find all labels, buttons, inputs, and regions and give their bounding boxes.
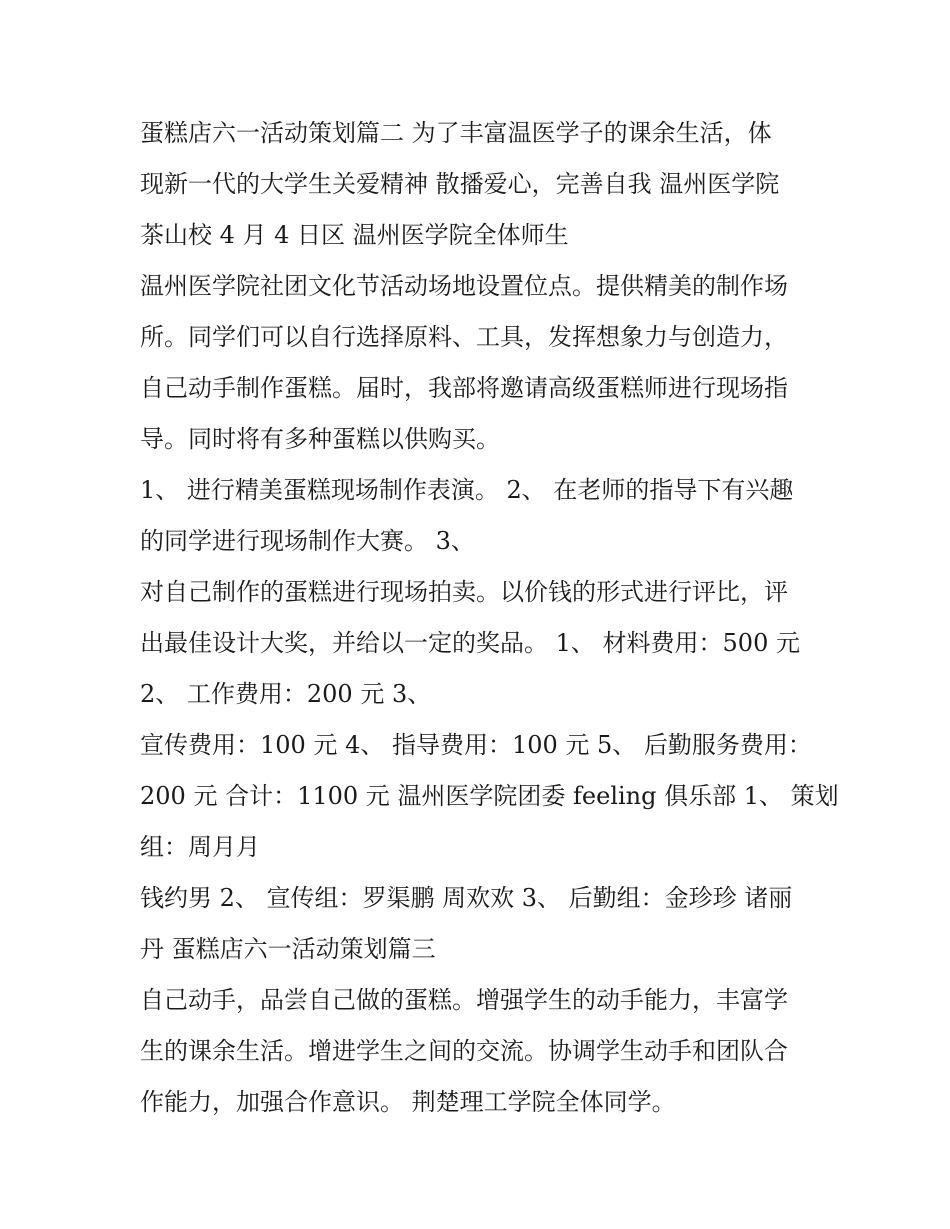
text-line: 茶山校 4 月 4 日区 温州医学院全体师生 xyxy=(140,221,569,249)
text-line: 对自己制作的蛋糕进行现场拍卖。以价钱的形式进行评比，评 xyxy=(140,578,788,606)
text-line: 现新一代的大学生关爱精神 散播爱心，完善自我 温州医学院 xyxy=(140,170,780,198)
text-line: 出最佳设计大奖，并给以一定的奖品。 1、 材料费用：500 元 xyxy=(140,629,800,657)
document-body xyxy=(140,108,839,1128)
text-line: 丹 蛋糕店六一活动策划篇三 xyxy=(140,935,436,963)
text-line: 组：周月月 xyxy=(140,833,260,861)
text-line: 温州医学院社团文化节活动场地设置位点。提供精美的制作场 xyxy=(140,272,788,300)
text-line: 自己动手制作蛋糕。届时，我部将邀请高级蛋糕师进行现场指 xyxy=(140,374,788,402)
text-line: 作能力，加强合作意识。 荆楚理工学院全体同学。 xyxy=(140,1088,676,1116)
text-line: 的同学进行现场制作大赛。 3、 xyxy=(140,527,475,555)
text-line: 200 元 合计：1100 元 温州医学院团委 feeling 俱乐部 1、 策划 xyxy=(140,782,839,810)
text-line: 宣传费用：100 元 4、 指导费用：100 元 5、 后勤服务费用： xyxy=(140,731,812,759)
text-line: 自己动手，品尝自己做的蛋糕。增强学生的动手能力，丰富学 xyxy=(140,986,788,1014)
text-line: 所。同学们可以自行选择原料、工具，发挥想象力与创造力， xyxy=(140,323,788,351)
text-line: 1、 进行精美蛋糕现场制作表演。 2、 在老师的指导下有兴趣 xyxy=(140,476,794,504)
text-line: 生的课余生活。增进学生之间的交流。协调学生动手和团队合 xyxy=(140,1037,788,1065)
text-line: 导。同时将有多种蛋糕以供购买。 xyxy=(140,425,500,453)
text-line: 钱约男 2、 宣传组：罗渠鹏 周欢欢 3、 后勤组：金珍珍 诸丽 xyxy=(140,884,793,912)
text-line: 蛋糕店六一活动策划篇二 为了丰富温医学子的课余生活，体 xyxy=(140,119,772,147)
text-line: 2、 工作费用：200 元 3、 xyxy=(140,680,432,708)
